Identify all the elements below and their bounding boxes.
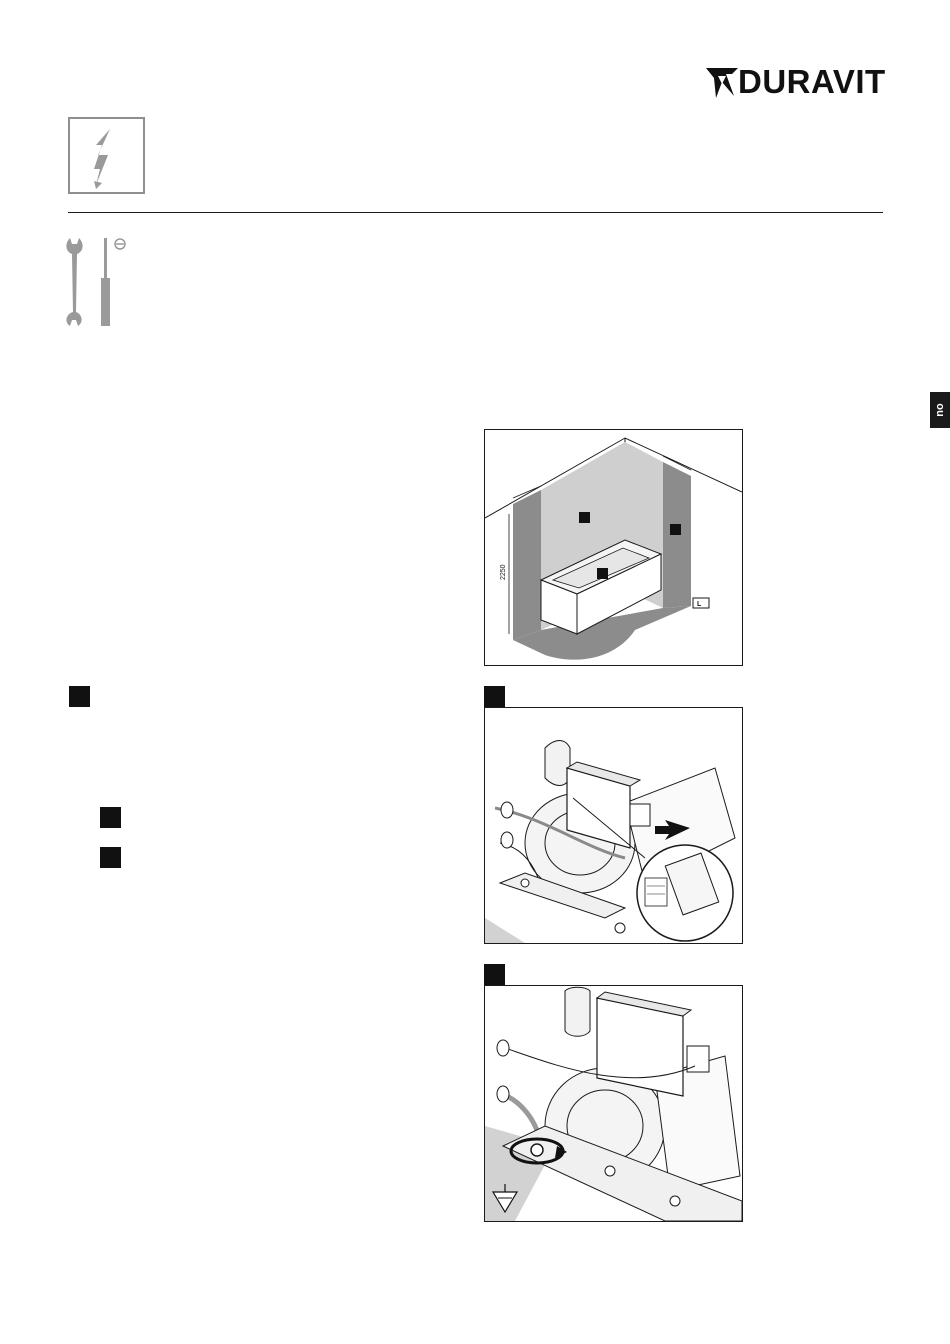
zone-tag: L [697,601,702,608]
lightning-warning-icon [70,119,143,192]
height-label: 2250 [500,564,507,580]
language-tab [930,392,950,428]
bathroom-zones-figure [484,429,743,666]
language-code: no [934,403,946,417]
step-marker-sub-1 [100,807,121,828]
step-marker-main [69,686,90,707]
wrench-screwdriver-icon [62,232,132,332]
ground-connection-figure [484,985,743,1222]
pump-connection-figure [484,707,743,944]
duravit-logo [704,60,892,104]
step-marker-sub-2 [100,847,121,868]
figure-2-marker [484,686,505,707]
figure-3-marker [484,964,505,985]
header-divider [68,212,883,213]
tools-icon-group [62,232,132,332]
electrical-warning-box [68,117,145,194]
brand-name: DURAVIT [738,63,886,100]
